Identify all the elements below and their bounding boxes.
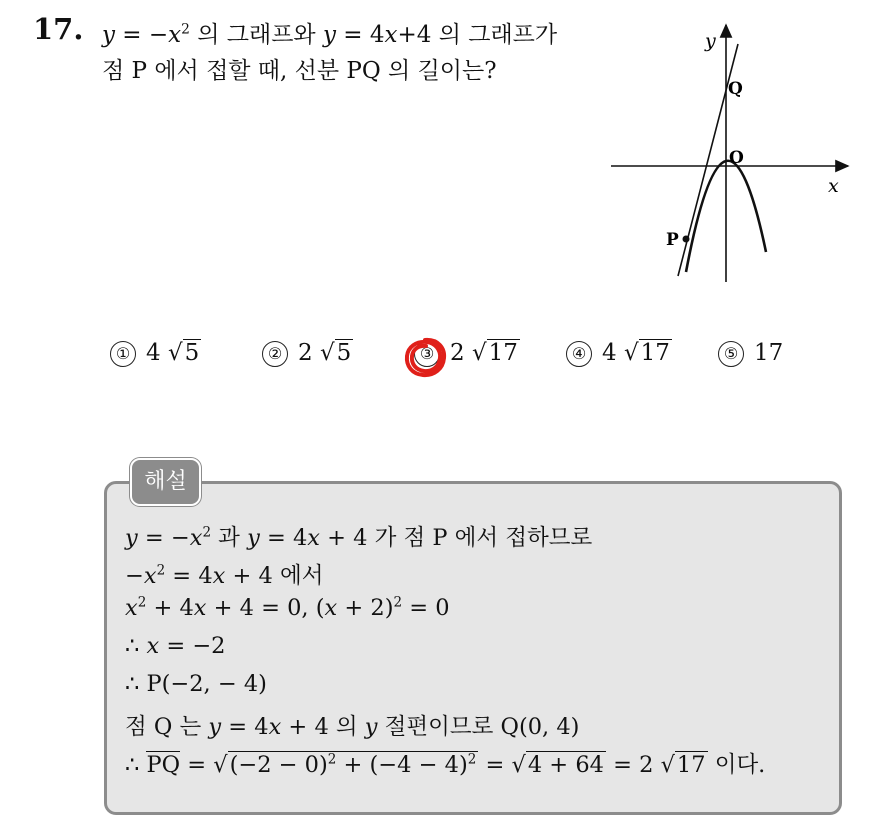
choice-4[interactable]: ④ 4 √17	[566, 340, 672, 367]
solution-line1: $y = -x^2$ 과 y = 4x + 4 가 점 P 에서 접하므로	[125, 524, 593, 551]
solution-line3: $x^2 + 4x + 4 = 0$, $(x + 2)^2 = 0$	[125, 594, 450, 621]
question-text-line1: $y = -x^2$ 의 그래프와 y = 4x+4 의 그래프가	[102, 21, 558, 48]
choice-5[interactable]: ⑤ 17	[718, 340, 783, 367]
solution-line6: 점 Q 는 y = 4x + 4 의 y 절편이므로 Q(0, 4)	[125, 714, 580, 740]
origin-label: O	[729, 148, 744, 168]
answer-circle-mark	[402, 336, 448, 380]
solution-tab: 해설	[130, 458, 201, 506]
segment-pq: PQ	[146, 752, 181, 778]
parabola-tangent-graph	[606, 20, 856, 290]
solution-line5: ∴ P(−2, − 4)	[125, 671, 267, 697]
question-number: 17.	[33, 12, 84, 46]
choice-2[interactable]: ② 2 √5	[262, 340, 353, 367]
solution-line7: ∴ PQ = $√(-2 - 0)^2 + (-4 - 4)^2 = √4 + 64 = 2$ √17 이다.	[125, 751, 766, 778]
point-p-dot	[683, 236, 690, 243]
choice-3[interactable]: ③ 2 √17	[414, 340, 520, 367]
solution-line4: ∴ x = −2	[125, 633, 226, 659]
point-q-label: Q	[728, 79, 743, 99]
x-axis-label: x	[828, 175, 839, 197]
question-text-line2: 점 P 에서 접할 때, 선분 PQ 의 길이는?	[102, 58, 497, 84]
point-p-label: P	[666, 230, 679, 250]
choice-1[interactable]: ① 4 √5	[110, 340, 201, 367]
solution-line2: $-x^2 = 4x + 4$ 에서	[125, 562, 324, 589]
y-axis-label: y	[705, 30, 716, 52]
